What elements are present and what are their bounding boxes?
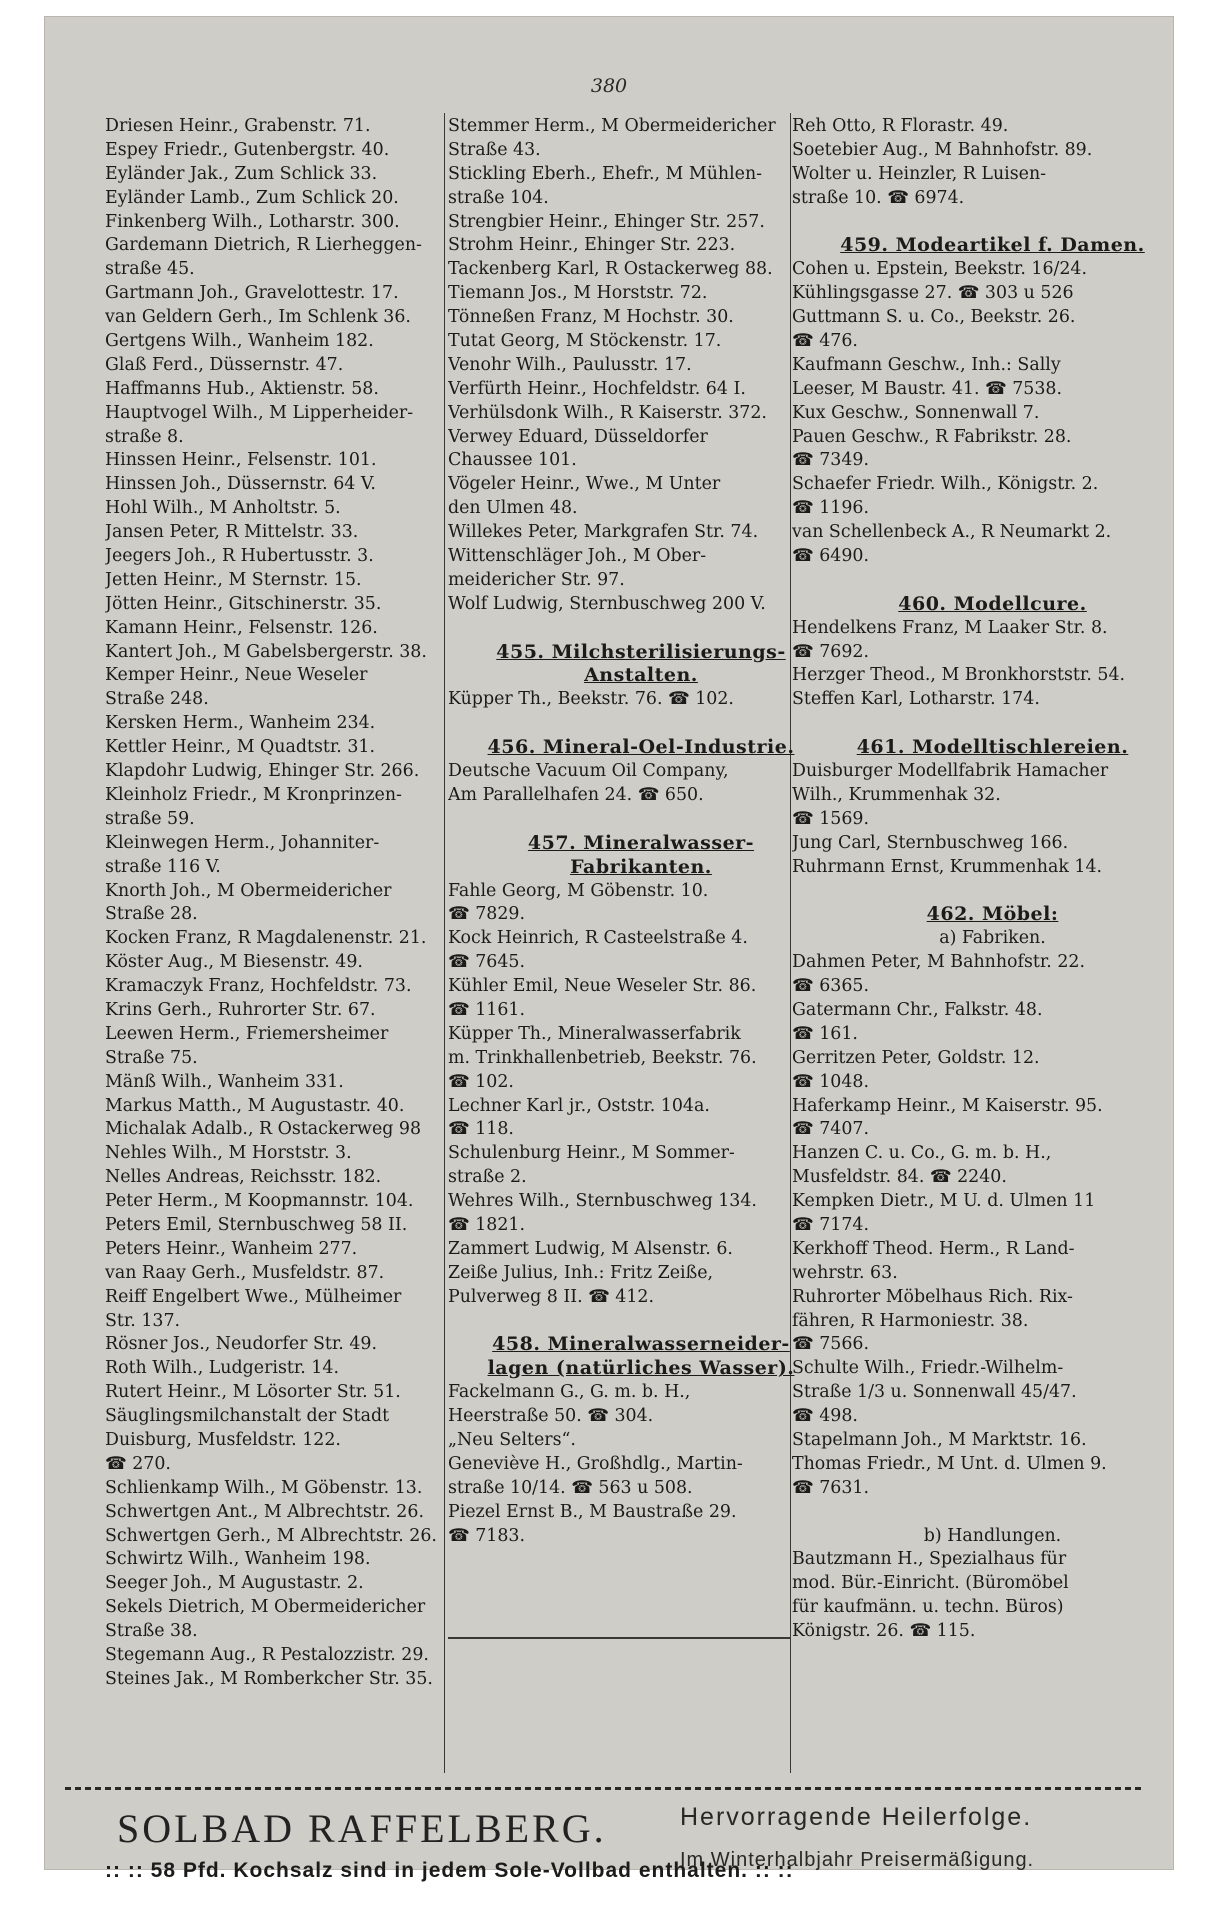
directory-entry-line: fähren, R Harmoniestr. 38.	[792, 1310, 1029, 1331]
directory-entry-line: Krins Gerh., Ruhrorter Str. 67.	[105, 999, 376, 1020]
directory-entry-line: Küpper Th., Mineralwasserfabrik	[448, 1023, 741, 1044]
section-heading: 461. Modelltischlereien.	[856, 736, 1129, 759]
directory-column-1	[105, 115, 500, 1692]
directory-entry-line: Stegemann Aug., R Pestalozzistr. 29.	[105, 1645, 429, 1665]
directory-entry-line: Rutert Heinr., M Lösorter Str. 51.	[105, 1382, 401, 1403]
directory-entry-line: Kettler Heinr., M Quadtstr. 31.	[105, 737, 376, 758]
directory-entry-line: Kantert Joh., M Gabelsbergerstr. 38.	[105, 641, 427, 662]
directory-entry-line: Eyländer Jak., Zum Schlick 33.	[105, 163, 378, 184]
section-heading: 460. Modellcure.	[898, 592, 1087, 615]
directory-entry-line: Wilh., Krummenhak 32.	[792, 784, 1001, 805]
solbad-advertisement	[65, 1787, 1145, 1905]
directory-entry-line: Knorth Joh., M Obermeidericher	[105, 880, 392, 901]
directory-entry-line: Gartmann Joh., Gravelottestr. 17.	[105, 283, 399, 304]
directory-entry-line: ☎ 102.	[448, 1071, 514, 1092]
directory-entry-line: Michalak Adalb., R Ostackerweg 98	[105, 1119, 422, 1140]
directory-entry-line: den Ulmen 48.	[448, 498, 578, 519]
directory-entry-line: ☎ 7631.	[792, 1477, 869, 1498]
directory-entry-line: Kamann Heinr., Felsenstr. 126.	[105, 617, 378, 638]
directory-entry-line: straße 10. ☎ 6974.	[792, 187, 965, 208]
directory-entry-line: Duisburger Modellfabrik Hamacher	[792, 761, 1109, 782]
directory-entry-line: ☎ 6365.	[792, 976, 869, 997]
directory-entry-line: Peter Herm., M Koopmannstr. 104.	[105, 1191, 414, 1212]
directory-entry-line: ☎ 476.	[792, 331, 858, 352]
directory-entry-line: Tönneßen Franz, M Hochstr. 30.	[448, 307, 734, 328]
directory-entry-line: Stemmer Herm., M Obermeidericher	[448, 116, 776, 136]
directory-entry-line	[448, 617, 834, 641]
section-heading: 455. Milchsterilisierungs-	[496, 640, 786, 663]
directory-entry-line: „Neu Selters“.	[448, 1429, 576, 1450]
directory-entry-line: mod. Bür.-Einricht. (Büromöbel	[792, 1573, 1069, 1594]
directory-entry-line: Jötten Heinr., Gitschinerstr. 35.	[105, 593, 382, 614]
directory-entry-line: Espey Friedr., Gutenbergstr. 40.	[105, 139, 390, 160]
directory-entry-line: Straße 43.	[448, 139, 541, 160]
directory-entry-line	[792, 569, 1193, 593]
directory-entry-line: Stickling Eberh., Ehefr., M Mühlen-	[448, 163, 763, 184]
ad-border-top	[65, 1787, 1145, 1790]
directory-entry-line: Musfeldstr. 84. ☎ 2240.	[792, 1167, 1007, 1188]
directory-entry-line: Tackenberg Karl, R Ostackerweg 88.	[448, 259, 773, 280]
directory-entry-line: Klapdohr Ludwig, Ehinger Str. 266.	[105, 761, 420, 782]
directory-entry-line: ☎ 7349.	[792, 450, 869, 471]
directory-entry-line: Ruhrorter Möbelhaus Rich. Rix-	[792, 1286, 1073, 1307]
directory-entry-line: ☎ 7566.	[792, 1334, 869, 1355]
ad-brand: SOLBAD RAFFELBERG.	[117, 1806, 607, 1851]
directory-entry-line	[792, 712, 1193, 736]
directory-entry-line: Eyländer Lamb., Zum Schlick 20.	[105, 187, 399, 208]
directory-entry-line: Schaefer Friedr. Wilh., Königstr. 2.	[792, 474, 1099, 495]
directory-entry-line: Hinssen Joh., Düssernstr. 64 V.	[105, 474, 376, 495]
directory-entry-line: Wittenschläger Joh., M Ober-	[448, 546, 707, 567]
directory-entry-line: Chaussee 101.	[448, 450, 577, 471]
directory-entry-line: Hanzen C. u. Co., G. m. b. H.,	[792, 1143, 1052, 1164]
directory-entry-line: ☎ 7407.	[792, 1119, 869, 1140]
directory-entry-line: ☎ 161.	[792, 1023, 858, 1044]
directory-entry-line: Gatermann Chr., Falkstr. 48.	[792, 999, 1043, 1020]
directory-entry-line: Jetten Heinr., M Sternstr. 15.	[105, 569, 362, 590]
directory-entry-line	[792, 1501, 1193, 1525]
directory-entry-line: van Schellenbeck A., R Neumarkt 2.	[792, 522, 1112, 543]
directory-entry-line: Hauptvogel Wilh., M Lipperheider-	[105, 402, 414, 423]
directory-entry-line: Nelles Andreas, Reichsstr. 182.	[105, 1167, 382, 1188]
directory-entry-line: Cohen u. Epstein, Beekstr. 16/24.	[792, 259, 1088, 280]
directory-entry-line: Zeiße Julius, Inh.: Fritz Zeiße,	[448, 1262, 714, 1283]
directory-entry-line: Venohr Wilh., Paulusstr. 17.	[448, 354, 692, 375]
directory-entry-line: Jeegers Joh., R Hubertusstr. 3.	[105, 546, 374, 567]
directory-entry-line: Rösner Jos., Neudorfer Str. 49.	[105, 1334, 377, 1355]
directory-entry-line	[792, 211, 1193, 235]
directory-entry-line: Deutsche Vacuum Oil Company,	[448, 761, 729, 782]
directory-entry-line: Piezel Ernst B., M Baustraße 29.	[448, 1501, 737, 1522]
directory-entry-line: Kühlingsgasse 27. ☎ 303 u 526	[792, 283, 1074, 304]
directory-entry-line: Driesen Heinr., Grabenstr. 71.	[105, 116, 371, 136]
directory-entry-line: Jansen Peter, R Mittelstr. 33.	[105, 522, 359, 543]
directory-entry-line: ☎ 1569.	[792, 808, 869, 829]
directory-entry-line: Soetebier Aug., M Bahnhofstr. 89.	[792, 139, 1093, 160]
directory-entry-line: wehrstr. 63.	[792, 1262, 898, 1283]
directory-entry-line: Am Parallelhafen 24. ☎ 650.	[448, 784, 704, 805]
directory-entry-line: Gertgens Wilh., Wanheim 182.	[105, 331, 374, 352]
directory-entry-line: m. Trinkhallenbetrieb, Beekstr. 76.	[448, 1047, 757, 1068]
directory-entry-line: Ruhrmann Ernst, Krummenhak 14.	[792, 856, 1103, 877]
directory-entry-line: Nehles Wilh., M Horststr. 3.	[105, 1143, 352, 1164]
directory-entry-line: Straße 38.	[105, 1621, 198, 1642]
directory-entry-line: ☎ 7183.	[448, 1525, 525, 1546]
directory-entry-line: Geneviève H., Großhdlg., Martin-	[448, 1453, 743, 1474]
directory-entry-line: Heerstraße 50. ☎ 304.	[448, 1406, 654, 1427]
directory-entry-line: Haferkamp Heinr., M Kaiserstr. 95.	[792, 1095, 1103, 1116]
directory-entry-line: Hinssen Heinr., Felsenstr. 101.	[105, 450, 377, 471]
directory-entry-line: ☎ 1048.	[792, 1071, 869, 1092]
directory-entry-line: Leeser, M Baustr. 41. ☎ 7538.	[792, 378, 1063, 399]
directory-entry-line: Fackelmann G., G. m. b. H.,	[448, 1382, 691, 1403]
directory-entry-line: Finkenberg Wilh., Lotharstr. 300.	[105, 211, 400, 232]
directory-entry-line: Jung Carl, Sternbuschweg 166.	[792, 832, 1069, 853]
directory-entry-line: Tutat Georg, M Stöckenstr. 17.	[448, 331, 722, 352]
directory-entry-line: Kühler Emil, Neue Weseler Str. 86.	[448, 976, 757, 997]
section-heading: Fabrikanten.	[570, 855, 712, 878]
directory-entry-line: Peters Emil, Sternbuschweg 58 II.	[105, 1214, 408, 1235]
section-heading: lagen (natürliches Wasser).	[487, 1357, 795, 1380]
directory-entry-line: Pauen Geschw., R Fabrikstr. 28.	[792, 426, 1072, 447]
ad-line-3: :: :: 58 Pfd. Kochsalz sind in jedem Sole-Vollbad enthalten. :: ::	[105, 1859, 794, 1882]
directory-entry-line: straße 104.	[448, 187, 549, 208]
directory-entry-line: Straße 75.	[105, 1047, 198, 1068]
directory-entry-line: Hohl Wilh., M Anholtstr. 5.	[105, 498, 341, 519]
directory-entry-line: Stapelmann Joh., M Marktstr. 16.	[792, 1429, 1087, 1450]
directory-entry-line: Haffmanns Hub., Aktienstr. 58.	[105, 378, 379, 399]
directory-entry-line	[448, 1310, 834, 1334]
directory-entry-line: Schwertgen Gerh., M Albrechtstr. 26.	[105, 1525, 437, 1546]
section-heading: 462. Möbel:	[926, 903, 1059, 926]
directory-entry-line: Lechner Karl jr., Oststr. 104a.	[448, 1095, 710, 1116]
directory-entry-line: Schwirtz Wilh., Wanheim 198.	[105, 1549, 371, 1570]
directory-entry-line: Thomas Friedr., M Unt. d. Ulmen 9.	[792, 1453, 1107, 1474]
directory-entry-line: Schwertgen Ant., M Albrechtstr. 26.	[105, 1501, 424, 1522]
directory-entry-line: Straße 248.	[105, 689, 209, 710]
directory-entry-line: Reiff Engelbert Wwe., Mülheimer	[105, 1286, 402, 1307]
directory-entry-line: ☎ 7829.	[448, 904, 525, 925]
directory-entry-line: Str. 137.	[105, 1310, 181, 1331]
directory-entry-line: Bautzmann H., Spezialhaus für	[792, 1549, 1067, 1570]
directory-entry-line: Kersken Herm., Wanheim 234.	[105, 713, 376, 734]
directory-entry-line: straße 59.	[105, 808, 195, 829]
directory-entry-line: Strohm Heinr., Ehinger Str. 223.	[448, 235, 736, 256]
directory-entry-line: ☎ 7692.	[792, 641, 869, 662]
directory-entry-line: Herzger Theod., M Bronkhorststr. 54.	[792, 665, 1126, 686]
directory-entry-line: Steines Jak., M Romberkcher Str. 35.	[105, 1668, 433, 1689]
directory-entry-line: straße 10/14. ☎ 563 u 508.	[448, 1477, 693, 1498]
directory-entry-line: straße 2.	[448, 1167, 527, 1188]
directory-entry-line: Leewen Herm., Friemersheimer	[105, 1023, 389, 1044]
directory-entry-line: Kock Heinrich, R Casteelstraße 4.	[448, 928, 748, 949]
directory-entry-line: van Geldern Gerh., Im Schlenk 36.	[105, 307, 411, 328]
directory-entry-line: ☎ 270.	[105, 1453, 171, 1474]
directory-entry-line: Mänß Wilh., Wanheim 331.	[105, 1071, 344, 1092]
directory-entry-line: Duisburg, Musfeldstr. 122.	[105, 1429, 341, 1450]
directory-entry-line: ☎ 118.	[448, 1119, 514, 1140]
directory-entry-line: ☎ 6490.	[792, 546, 869, 567]
directory-entry-line: Wolter u. Heinzler, R Luisen-	[792, 163, 1047, 184]
directory-entry-line: ☎ 7174.	[792, 1214, 869, 1235]
section-heading: 457. Mineralwasser-	[527, 831, 755, 854]
directory-entry-line	[448, 712, 834, 736]
directory-entry-line: Gerritzen Peter, Goldstr. 12.	[792, 1047, 1040, 1068]
directory-entry-line: meidericher Str. 97.	[448, 569, 625, 590]
directory-entry-line: van Raay Gerh., Musfeldstr. 87.	[105, 1262, 385, 1283]
section-heading: Anstalten.	[584, 664, 698, 687]
directory-entry-line: ☎ 498.	[792, 1406, 858, 1427]
directory-entry-line: Kleinholz Friedr., M Kronprinzen-	[105, 784, 402, 805]
directory-entry-line: Kerkhoff Theod. Herm., R Land-	[792, 1238, 1075, 1259]
directory-entry-line: Kux Geschw., Sonnenwall 7.	[792, 402, 1040, 423]
directory-entry-line: Glaß Ferd., Düssernstr. 47.	[105, 354, 344, 375]
directory-entry-line: Dahmen Peter, M Bahnhofstr. 22.	[792, 952, 1085, 973]
directory-entry-line: Sekels Dietrich, M Obermeidericher	[105, 1597, 426, 1618]
directory-entry-line: Gardemann Dietrich, R Lierheggen-	[105, 235, 422, 256]
directory-entry-line: Vögeler Heinr., Wwe., M Unter	[448, 474, 721, 495]
directory-entry-line: Kocken Franz, R Magdalenenstr. 21.	[105, 928, 427, 949]
directory-entry-line	[792, 880, 1193, 904]
directory-column-3	[792, 115, 1193, 1644]
directory-entry-line: Straße 1/3 u. Sonnenwall 45/47.	[792, 1382, 1077, 1403]
directory-entry-line: Hendelkens Franz, M Laaker Str. 8.	[792, 617, 1108, 638]
directory-entry-line: Reh Otto, R Florastr. 49.	[792, 116, 1009, 136]
directory-entry-line	[448, 808, 834, 832]
directory-entry-line: Köster Aug., M Biesenstr. 49.	[105, 952, 363, 973]
directory-entry-line: straße 116 V.	[105, 856, 221, 877]
directory-entry-line: Säuglingsmilchanstalt der Stadt	[105, 1406, 390, 1427]
directory-entry-line: Wolf Ludwig, Sternbuschweg 200 V.	[448, 593, 766, 614]
directory-entry-line: Zammert Ludwig, M Alsenstr. 6.	[448, 1238, 733, 1259]
directory-entry-line: Tiemann Jos., M Horststr. 72.	[448, 283, 708, 304]
directory-entry-line: Schulte Wilh., Friedr.-Wilhelm-	[792, 1358, 1064, 1379]
directory-entry-line: Steffen Karl, Lotharstr. 174.	[792, 689, 1040, 710]
section-heading: 458. Mineralwasserneider-	[492, 1333, 790, 1356]
directory-entry-line: Verwey Eduard, Düsseldorfer	[448, 426, 708, 447]
section-heading: 456. Mineral-Oel-Industrie.	[487, 736, 795, 759]
directory-entry-line: straße 45.	[105, 259, 195, 280]
directory-entry-line: Schulenburg Heinr., M Sommer-	[448, 1143, 735, 1164]
ad-line-2: Im Winterhalbjahr Preisermäßigung.	[680, 1849, 1035, 1871]
directory-entry-line: Kemper Heinr., Neue Weseler	[105, 665, 368, 686]
directory-entry-line: Schlienkamp Wilh., M Göbenstr. 13.	[105, 1477, 423, 1498]
section-subheading: b) Handlungen.	[923, 1525, 1062, 1546]
directory-entry-line: Wehres Wilh., Sternbuschweg 134.	[448, 1191, 757, 1212]
directory-entry-line: ☎ 1161.	[448, 999, 525, 1020]
directory-entry-line: Kramaczyk Franz, Hochfeldstr. 73.	[105, 976, 412, 997]
directory-column-2	[448, 115, 834, 1548]
directory-entry-line: Kaufmann Geschw., Inh.: Sally	[792, 354, 1061, 375]
directory-entry-line: Königstr. 26. ☎ 115.	[792, 1621, 976, 1642]
directory-entry-line: Seeger Joh., M Augustastr. 2.	[105, 1573, 364, 1594]
directory-entry-line: Kleinwegen Herm., Johanniter-	[105, 832, 380, 853]
directory-entry-line: Verfürth Heinr., Hochfeldstr. 64 I.	[448, 378, 746, 399]
directory-entry-line: ☎ 7645.	[448, 952, 525, 973]
directory-entry-line: Verhülsdonk Wilh., R Kaiserstr. 372.	[448, 402, 767, 423]
directory-entry-line: Roth Wilh., Ludgeristr. 14.	[105, 1358, 339, 1379]
directory-entry-line: Willekes Peter, Markgrafen Str. 74.	[448, 522, 759, 543]
directory-entry-line: ☎ 1196.	[792, 498, 869, 519]
directory-entry-line: Markus Matth., M Augustastr. 40.	[105, 1095, 405, 1116]
directory-entry-line: Guttmann S. u. Co., Beekstr. 26.	[792, 307, 1076, 328]
directory-entry-line: Pulverweg 8 II. ☎ 412.	[448, 1286, 655, 1307]
directory-entry-line: Straße 28.	[105, 904, 198, 925]
document-page	[44, 16, 1174, 1882]
directory-entry-line: Kempken Dietr., M U. d. Ulmen 11	[792, 1191, 1096, 1212]
section-heading: 459. Modeartikel f. Damen.	[840, 234, 1145, 257]
directory-entry-line: für kaufmänn. u. techn. Büros)	[792, 1597, 1064, 1618]
directory-entry-line: Küpper Th., Beekstr. 76. ☎ 102.	[448, 689, 734, 710]
directory-entry-line: straße 8.	[105, 426, 184, 447]
directory-entry-line: Fahle Georg, M Göbenstr. 10.	[448, 880, 709, 901]
page-number: 380	[590, 75, 628, 97]
directory-entry-line: Strengbier Heinr., Ehinger Str. 257.	[448, 211, 765, 232]
section-subheading: a) Fabriken.	[939, 928, 1046, 949]
directory-entry-line: Peters Heinr., Wanheim 277.	[105, 1238, 358, 1259]
directory-entry-line: ☎ 1821.	[448, 1214, 525, 1235]
ad-line-1: Hervorragende Heilerfolge.	[680, 1803, 1033, 1831]
